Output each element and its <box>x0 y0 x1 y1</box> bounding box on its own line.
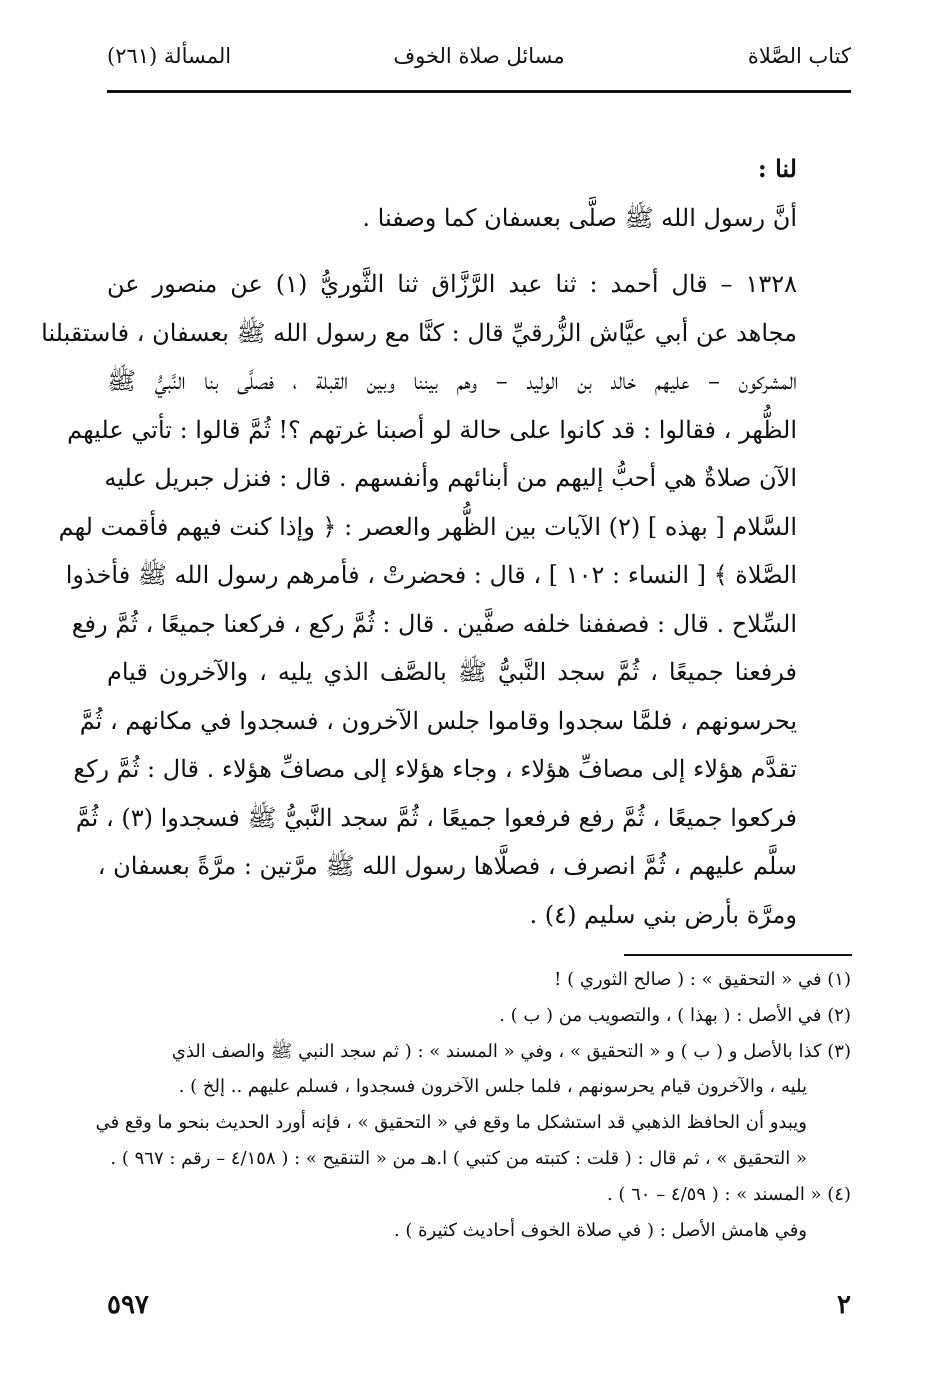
footnote-3: (٣) كذا بالأصل و ( ب ) و « التحقيق » ، وفي « المسند » : ( ثم سجد النبي ﷺ والصف الذي <box>171 1040 851 1062</box>
paragraph-gap <box>107 242 797 260</box>
hadith-line: يحرسونهم ، فلمَّا سجدوا وقاموا جلس الآخرون ، فسجدوا في مكانهم ، ثُمَّ <box>79 706 797 735</box>
volume-number: ٢ <box>837 1290 851 1320</box>
footnote-3-line-3: ويبدو أن الحافظ الذهبي قد استشكل ما وقع في « التحقيق » ، فإنه أورد الحديث بنحو ما وقع في <box>95 1112 807 1134</box>
hadith-line: تقدَّم هؤلاء إلى مصافِّ هؤلاء ، وجاء هؤلاء إلى مصافِّ هؤلاء . قال : ثُمَّ ركع <box>73 755 797 783</box>
footnote-4-line-2: وفي هامش الأصل : ( في صلاة الخوف أحاديث كثيرة ) . <box>393 1219 807 1241</box>
page-number: ٥٩٧ <box>107 1290 149 1320</box>
hadith-line: الآن صلاةٌ هي أحبُّ إليهم من أبنائهم وأنفسهم . قال : فنزل جبريل عليه <box>104 464 797 492</box>
hadith-line: الصَّلاة ﴾ [ النساء : ١٠٢ ] ، قال : فحضرتْ ، فأمرهم رسول الله ﷺ فأخذوا <box>65 561 797 589</box>
issue-number: المسألة (٢٦١) <box>107 44 232 68</box>
hadith-line: سلَّم عليهم ، ثُمَّ انصرف ، فصلَّاها رسول الله ﷺ مرَّتين : مرَّةً بعسفان ، <box>97 852 797 880</box>
book-title: كتاب الصَّلاة <box>747 44 851 68</box>
main-text <box>41 145 798 939</box>
hadith-line: السَّلام [ بهذه ] (٢) الآيات بين الظُّهر والعصر : ﴿ وإذا كنت فيهم فأقمت لهم <box>58 512 797 541</box>
lana-heading: لنا : <box>757 154 797 183</box>
header-rule <box>107 90 851 93</box>
chapter-title: مسائل صلاة الخوف <box>393 44 565 68</box>
hadith-line: السِّلاح . قال : فصففنا خلفه صفَّين . قال : ثُمَّ ركع ، فركعنا جميعًا ، ثُمَّ رفع <box>71 609 797 638</box>
hadith-line: فركعوا جميعًا ، ثُمَّ رفع فرفعوا جميعًا ، ثُمَّ سجد النَّبيُّ ﷺ فسجدوا (٣) ، ثُمَّ <box>75 803 797 832</box>
hadith-line: مجاهد عن أبي عيَّاش الزُّرقيِّ قال : كنَّا مع رسول الله ﷺ بعسفان ، فاستقبلنا <box>41 318 797 347</box>
footnote-3-line-2: يليه ، والآخرون قيام يحرسونهم ، فلما جلس الآخرون فسجدوا ، فسلم عليهم .. إلخ ) . <box>178 1076 807 1098</box>
intro-line: أنَّ رسول الله ﷺ صلَّى بعسفان كما وصفنا . <box>362 203 797 232</box>
footnote-3-line-4: « التحقيق » ، ثم قال : ( قلت : كتبته من كتبي ) ا.هـ من « التنقيح » : ( ٤/١٥٨ – رقم : ٩٦٧ ) . <box>110 1147 807 1169</box>
hadith-line: ومرَّة بأرض بني سليم (٤) . <box>529 900 797 929</box>
footnotes <box>95 962 851 1248</box>
footnote-2: (٢) في الأصل : ( بهذا ) ، والتصويب من ( ب ) . <box>499 1004 851 1026</box>
footnote-4: (٤) « المسند » : ( ٤/٥٩ – ٦٠ ) . <box>606 1183 851 1205</box>
hadith-line: المشركون – عليهم خالد بن الوليد – وهم بيننا وبين القبلة ، فصلَّى بنا النَّبيُّ ﷺ <box>107 367 797 395</box>
hadith-line: ١٣٢٨ – قال أحمد : ثنا عبد الرَّزَّاق ثنا الثَّوريُّ (١) عن منصور عن <box>107 270 798 298</box>
footnote-1: (١) في « التحقيق » : ( صالح الثوري ) ! <box>554 969 851 990</box>
hadith-line: فرفعنا جميعًا ، ثُمَّ سجد النَّبيُّ ﷺ بالصَّف الذي يليه ، والآخرون قيام <box>107 658 797 686</box>
running-header <box>107 44 851 80</box>
page-footer <box>107 1290 851 1330</box>
footnote-rule <box>624 954 852 956</box>
hadith-paragraph <box>41 260 798 939</box>
hadith-line: الظُّهر ، فقالوا : قد كانوا على حالة لو أصبنا غرتهم ؟! ثُمَّ قالوا : تأتي عليهم <box>67 415 797 444</box>
